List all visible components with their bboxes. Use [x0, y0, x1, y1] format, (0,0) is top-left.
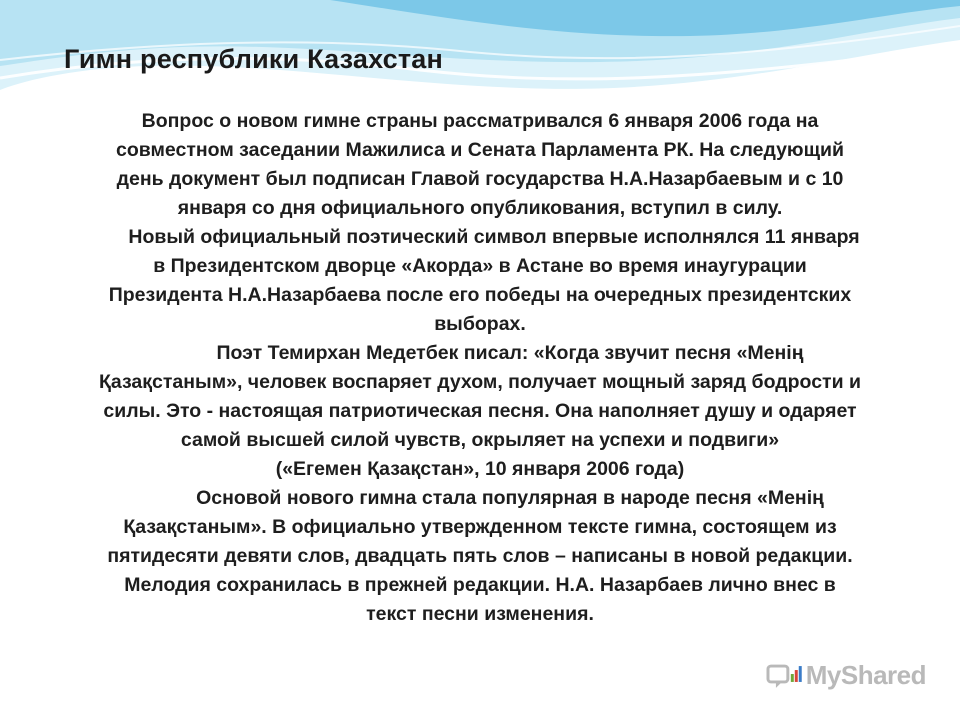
slide-title: Гимн республики Казахстан: [64, 44, 444, 74]
text-line: совместном заседании Мажилиса и Сената Парламента РК. На следующий: [116, 139, 844, 161]
text-line: в Президентском дворце «Акорда» в Астане во время инаугурации: [153, 255, 807, 277]
text-line: день документ был подписан Главой государства Н.А.Назарбаевым и с 10: [116, 168, 844, 190]
text-line: Поэт Темирхан Медетбек писал: «Когда звучит песня «Менің: [216, 342, 804, 364]
myshared-watermark: [766, 656, 926, 694]
text-line: силы. Это - настоящая патриотическая песня. Она наполняет душу и одаряет: [103, 400, 857, 422]
text-line: выборах.: [434, 313, 526, 335]
text-line: Основой нового гимна стала популярная в народе песня «Менің: [196, 487, 824, 509]
text-line: Қазақстаным», человек воспаряет духом, получает мощный заряд бодрости и: [99, 371, 861, 393]
text-line: самой высшей силой чувств, окрыляет на успехи и подвиги»: [180, 429, 780, 451]
text-line: Мелодия сохранилась в прежней редакции. Н.А. Назарбаев лично внес в: [124, 574, 836, 596]
text-line: Президента Н.А.Назарбаева после его победы на очередных президентских: [108, 284, 852, 306]
slide-body-text: [8, 107, 952, 629]
text-line: Вопрос о новом гимне страны рассматривался 6 января 2006 года на: [141, 110, 819, 132]
text-line: («Егемен Қазақстан», 10 января 2006 года): [275, 458, 685, 480]
text-line: Новый официальный поэтический символ впервые исполнялся 11 января: [128, 226, 860, 248]
text-line: Қазақстаным». В официально утвержденном тексте гимна, состоящем из: [123, 516, 837, 538]
myshared-logo-icon: [766, 660, 802, 690]
watermark-text: MyShared: [805, 659, 926, 690]
text-line: пятидесяти девяти слов, двадцать пять слов – написаны в новой редакции.: [107, 545, 853, 567]
text-line: текст песни изменения.: [366, 603, 594, 625]
text-line: января со дня официального опубликования, вступил в силу.: [177, 197, 783, 219]
